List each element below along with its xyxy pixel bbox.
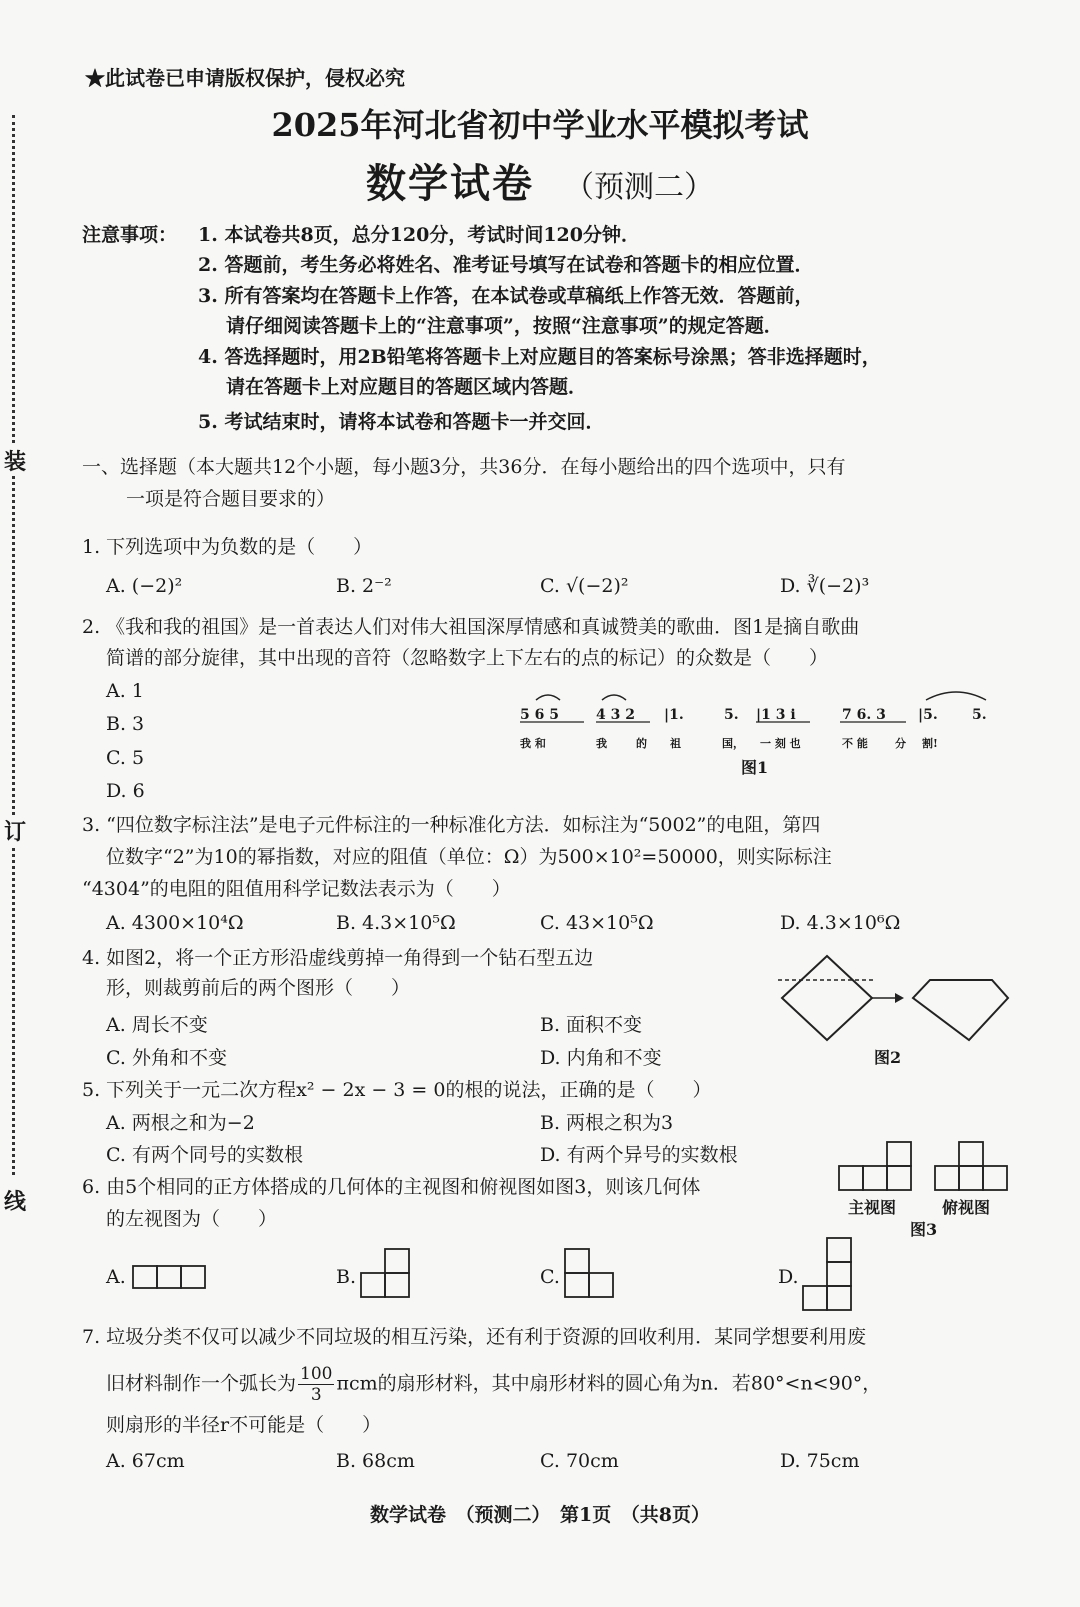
score-note: 7 6. 3 bbox=[842, 707, 886, 723]
q6-option-c: C. bbox=[540, 1266, 560, 1288]
q4-line1: 4. 如图2，将一个正方形沿虚线剪掉一角得到一个钻石型五边 bbox=[82, 947, 594, 969]
score-note: |1. bbox=[664, 707, 684, 723]
q6-option-d-figure bbox=[802, 1236, 862, 1316]
figure-2-label: 图2 bbox=[874, 1048, 902, 1067]
binding-char-xian: 线 bbox=[4, 1185, 26, 1216]
binding-char-zhuang: 装 bbox=[4, 445, 26, 476]
q5-option-c: C. 有两个同号的实数根 bbox=[106, 1144, 303, 1166]
q4-line2: 形，则裁剪前后的两个图形（ ） bbox=[106, 977, 411, 999]
q3-line1: 3. “四位数字标注法”是电子元件标注的一种标准化方法．如标注为“5002”的电阻，第四 bbox=[82, 814, 821, 836]
q3-line3: “4304”的电阻的阻值用科学记数法表示为（ ） bbox=[82, 878, 511, 900]
score-note: 5. bbox=[724, 707, 739, 723]
q7-line2-post: πcm的扇形材料，其中扇形材料的圆心角为n．若80°<n<90°， bbox=[336, 1372, 882, 1395]
paper-title-main: 数学试卷 bbox=[366, 160, 534, 207]
q1-option-c: C. √(−2)² bbox=[540, 575, 629, 597]
binding-dotted-line bbox=[12, 115, 15, 1175]
q1-stem: 1. 下列选项中为负数的是（ ） bbox=[82, 536, 373, 558]
fraction-denominator: 3 bbox=[310, 1385, 322, 1405]
score-lyric: 割! bbox=[922, 737, 938, 750]
notice-item-5: 5. 考试结束时，请将本试卷和答题卡一并交回． bbox=[198, 411, 605, 433]
q7-option-b: B. 68cm bbox=[336, 1450, 415, 1472]
front-view-label: 主视图 bbox=[848, 1198, 897, 1217]
q6-option-a: A. bbox=[106, 1266, 126, 1288]
q5-stem: 5. 下列关于一元二次方程x² − 2x − 3 = 0的根的说法，正确的是（ ） bbox=[82, 1079, 712, 1101]
q7-line2 bbox=[106, 1364, 881, 1405]
q1-option-b: B. 2⁻² bbox=[336, 575, 392, 597]
q6-line2: 的左视图为（ ） bbox=[106, 1208, 278, 1230]
copyright-notice: ★此试卷已申请版权保护，侵权必究 bbox=[85, 66, 405, 90]
fraction-numerator: 100 bbox=[300, 1364, 333, 1384]
q3-option-c: C. 43×10⁵Ω bbox=[540, 912, 654, 934]
score-lyric: 分 bbox=[895, 737, 906, 750]
section-heading-cont: 一项是符合题目要求的） bbox=[126, 488, 336, 510]
score-lyric: 我 和 bbox=[520, 737, 546, 750]
q2-option-d: D. 6 bbox=[106, 780, 145, 802]
score-note: 5. bbox=[972, 707, 987, 723]
score-lyric: 不 能 bbox=[842, 737, 868, 750]
q3-option-d: D. 4.3×10⁶Ω bbox=[780, 912, 901, 934]
q2-option-c: C. 5 bbox=[106, 747, 145, 769]
figure-2-diagram bbox=[772, 950, 1012, 1050]
q1-option-d: D. ∛(−2)³ bbox=[780, 575, 870, 597]
score-note: |1 3 i bbox=[756, 707, 796, 723]
q3-option-b: B. 4.3×10⁵Ω bbox=[336, 912, 456, 934]
paper-title-sub: （预测二） bbox=[564, 170, 714, 205]
score-lyric: 我 bbox=[596, 737, 607, 750]
q5-option-d: D. 有两个异号的实数根 bbox=[540, 1144, 738, 1166]
score-lyric: 国， bbox=[722, 737, 744, 750]
arc-length-fraction bbox=[298, 1364, 334, 1405]
score-note: 4 3 2 bbox=[596, 707, 635, 723]
figure-3-views bbox=[835, 1140, 1015, 1192]
q7-line1: 7. 垃圾分类不仅可以减少不同垃圾的相互污染，还有利于资源的回收利用．某同学想要利用废 bbox=[82, 1326, 867, 1348]
score-slurs bbox=[510, 688, 990, 728]
q2-option-b: B. 3 bbox=[106, 713, 145, 735]
q2-line2: 简谱的部分旋律，其中出现的音符（忽略数字上下左右的点的标记）的众数是（ ） bbox=[106, 647, 829, 669]
q7-line2-pre: 旧材料制作一个弧长为 bbox=[106, 1372, 297, 1395]
q6-option-b-figure bbox=[360, 1247, 420, 1302]
notice-item-2: 2. 答题前，考生务必将姓名、准考证号填写在试卷和答题卡的相应位置． bbox=[198, 254, 814, 276]
score-lyric: 的 bbox=[636, 737, 647, 750]
q7-line3: 则扇形的半径r不可能是（ ） bbox=[106, 1414, 382, 1436]
q7-option-a: A. 67cm bbox=[106, 1450, 185, 1472]
notice-item-3-cont: 请仔细阅读答题卡上的“注意事项”，按照“注意事项”的规定答题． bbox=[226, 315, 783, 337]
q5-option-a: A. 两根之和为−2 bbox=[106, 1112, 255, 1134]
figure-3-label: 图3 bbox=[910, 1220, 938, 1239]
notice-item-4-cont: 请在答题卡上对应题目的答题区域内答题． bbox=[226, 376, 588, 398]
q3-line2: 位数字“2”为10的幂指数，对应的阻值（单位：Ω）为500×10²=50000，则实际标注 bbox=[106, 846, 832, 868]
score-note: 5 6 5 bbox=[520, 707, 559, 723]
exam-title: 2025年河北省初中学业水平模拟考试 bbox=[271, 106, 809, 144]
q1-option-a: A. (−2)² bbox=[106, 575, 183, 597]
notice-item-4: 4. 答选择题时，用2B铅笔将答题卡上对应题目的答案标号涂黑；答非选择题时， bbox=[198, 346, 881, 368]
q6-option-c-figure bbox=[564, 1247, 624, 1302]
q4-option-c: C. 外角和不变 bbox=[106, 1047, 227, 1069]
q5-option-b: B. 两根之积为3 bbox=[540, 1112, 674, 1134]
q6-option-d: D. bbox=[778, 1266, 799, 1288]
q2-option-a: A. 1 bbox=[106, 680, 144, 702]
score-note: |5. bbox=[918, 707, 938, 723]
q2-line1: 2. 《我和我的祖国》是一首表达人们对伟大祖国深厚情感和真诚赞美的歌曲．图1是摘自歌曲 bbox=[82, 616, 860, 638]
q4-option-b: B. 面积不变 bbox=[540, 1014, 643, 1036]
top-view-label: 俯视图 bbox=[942, 1198, 991, 1217]
score-lyric: 祖 bbox=[670, 737, 681, 750]
notice-label: 注意事项： bbox=[82, 224, 178, 246]
binding-char-ding: 订 bbox=[4, 815, 26, 846]
q6-line1: 6. 由5个相同的正方体搭成的几何体的主视图和俯视图如图3，则该几何体 bbox=[82, 1176, 701, 1198]
q3-option-a: A. 4300×10⁴Ω bbox=[106, 912, 244, 934]
paper-title bbox=[0, 152, 1080, 209]
q6-option-b: B. bbox=[336, 1266, 357, 1288]
q7-option-d: D. 75cm bbox=[780, 1450, 860, 1472]
figure-1-label: 图1 bbox=[741, 758, 769, 777]
notice-item-3: 3. 所有答案均在答题卡上作答，在本试卷或草稿纸上作答无效．答题前， bbox=[198, 285, 814, 307]
q4-option-d: D. 内角和不变 bbox=[540, 1047, 662, 1069]
section-heading: 一、选择题（本大题共12个小题，每小题3分，共36分．在每小题给出的四个选项中，只有 bbox=[82, 456, 846, 478]
q7-option-c: C. 70cm bbox=[540, 1450, 619, 1472]
q4-option-a: A. 周长不变 bbox=[106, 1014, 208, 1036]
q6-option-a-figure bbox=[132, 1264, 212, 1294]
page-footer: 数学试卷 （预测二） 第1页 （共8页） bbox=[370, 1504, 710, 1526]
notice-item-1: 1. 本试卷共8页，总分120分，考试时间120分钟． bbox=[198, 224, 640, 246]
score-lyric: 一 刻 也 bbox=[760, 737, 801, 750]
